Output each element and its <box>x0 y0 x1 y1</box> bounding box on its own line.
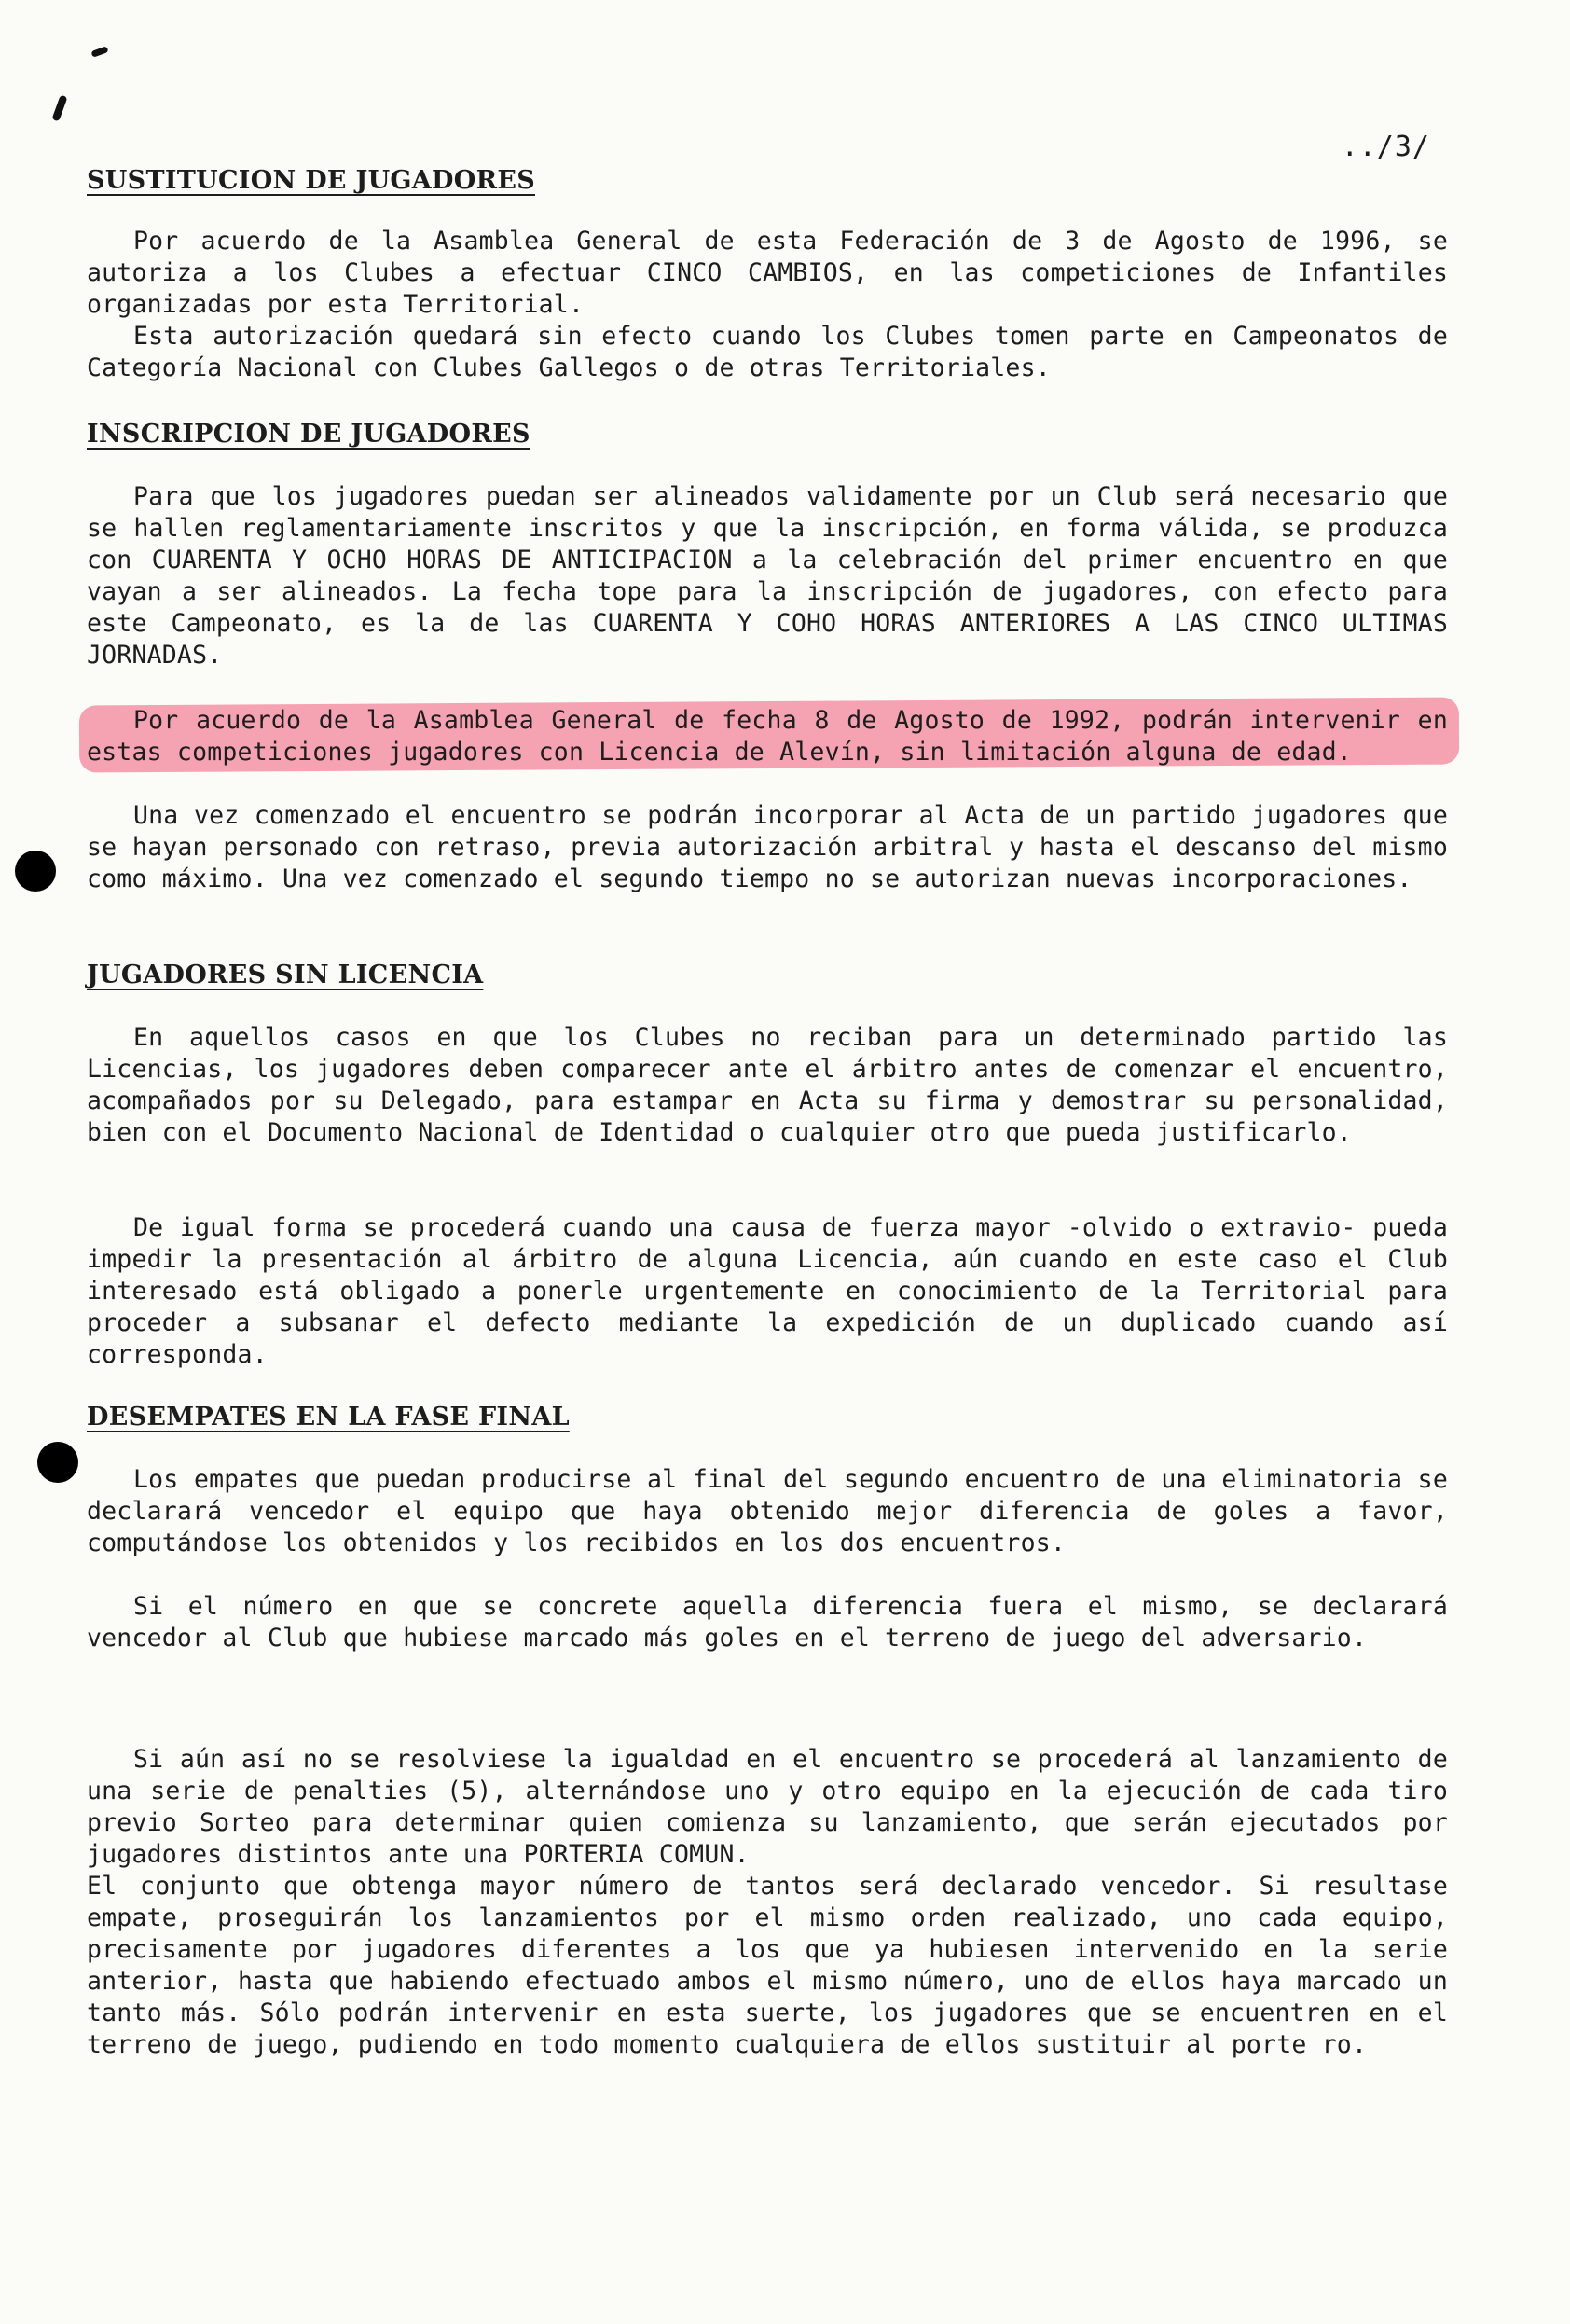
paragraph-desempates-1: Los empates que puedan producirse al final del segundo encuentro de una eliminatoria se declarará vencedor el equipo que haya obtenido mejor diferencia de goles a favor, computándose los obtenidos y los recibidos en los dos encuentros. <box>87 1465 1448 1557</box>
paragraph-sustitucion-2: Esta autorización quedará sin efecto cuando los Clubes tomen parte en Campeonatos de Categoría Nacional con Clubes Gallegos o de otras Territoriales. <box>87 322 1448 382</box>
paragraph-desempates-4: El conjunto que obtenga mayor número de tantos será declarado vencedor. Si resultase empate, proseguirán los lanzamientos por el mismo orden realizado, uno cada equipo, precisamente por jugadores diferentes a los que ya hubiesen intervenido en la serie anterior, hasta que habiendo efectuado ambos el mismo número, uno de ellos haya marcado un tanto más. Sólo podrán intervenir en esta suerte, los jugadores que se encuentren en el terreno de juego, pudiendo en todo momento cualquiera de ellos sustituir al porte ro. <box>87 1872 1448 2059</box>
heading-desempates: DESEMPATES EN LA FASE FINAL <box>87 1403 570 1432</box>
heading-sin-licencia: JUGADORES SIN LICENCIA <box>87 961 484 989</box>
paragraph-sin-licencia-2: De igual forma se procederá cuando una causa de fuerza mayor -olvido o extravio- pueda impedir la presentación al árbitro de alguna Licencia, aún cuando en este caso el Club interesado está obligado a ponerle urgentemente en conocimiento de la Territorial para proceder a subsanar el defecto mediante la expedición de un duplicado cuando así corresponda. <box>87 1213 1448 1369</box>
paragraph-sustitucion-1: Por acuerdo de la Asamblea General de esta Federación de 3 de Agosto de 1996, se autoriza a los Clubes a efectuar CINCO CAMBIOS, en las competiciones de Infantiles organizadas por esta Territorial. <box>87 227 1448 319</box>
paragraph-desempates-2: Si el número en que se concrete aquella diferencia fuera el mismo, se declarará vencedor al Club que hubiese marcado más goles en el terreno de juego del adversario. <box>87 1592 1448 1653</box>
paragraph-inscripcion-1: Para que los jugadores puedan ser alineados validamente por un Club será necesario que se hallen reglamentariamente inscritos y que la inscripción, en forma válida, se produzca con CUARENTA Y OCHO HORAS DE ANTICIPACION a la celebración del primer encuentro en que vayan a ser alineados. La fecha tope para la inscripción de jugadores, con efecto para este Campeonato, es la de las CUARENTA Y COHO HORAS ANTERIORES A LAS CINCO ULTIMAS JORNADAS. <box>87 482 1448 670</box>
page-number: ../3/ <box>1341 131 1430 163</box>
punch-hole-upper <box>15 851 56 892</box>
heading-inscripcion: INSCRIPCION DE JUGADORES <box>87 420 530 449</box>
stray-mark-left <box>51 94 67 121</box>
paragraph-inscripcion-3: Una vez comenzado el encuentro se podrán incorporar al Acta de un partido jugadores que se hayan personado con retraso, previa autorización arbitral y hasta el descanso del mismo como máximo. Una vez comenzado el segundo tiempo no se autorizan nuevas incorporaciones. <box>87 801 1448 893</box>
heading-sustitucion: SUSTITUCION DE JUGADORES <box>87 166 535 195</box>
paragraph-desempates-3: Si aún así no se resolviese la igualdad en el encuentro se procederá al lanzamiento de una serie de penalties (5), alternándose uno y otro equipo en la ejecución de cada tiro previo Sorteo para determinar quien comienza su lanzamiento, que serán ejecutados por jugadores distintos ante una PORTERIA COMUN. <box>87 1745 1448 1869</box>
punch-hole-lower <box>37 1442 78 1483</box>
paragraph-sin-licencia-1: En aquellos casos en que los Clubes no reciban para un determinado partido las Licencias, los jugadores deben comparecer ante el árbitro antes de comenzar el encuentro, acompañados por su Delegado, para estampar en Acta su firma y demostrar su personalidad, bien con el Documento Nacional de Identidad o cualquier otro que pueda justificarlo. <box>87 1023 1448 1147</box>
paragraph-inscripcion-2-highlighted: Por acuerdo de la Asamblea General de fecha 8 de Agosto de 1992, podrán intervenir en estas competiciones jugadores con Licencia de Alevín, sin limitación alguna de edad. <box>87 706 1448 767</box>
stray-mark-top <box>90 46 108 58</box>
